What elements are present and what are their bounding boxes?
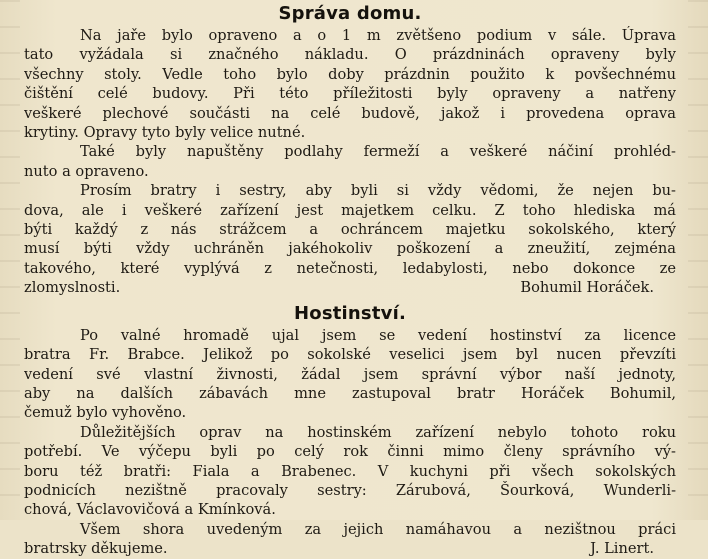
- text-line: býti každý z nás strážcem a ochráncem majetku sokolského, který: [24, 221, 676, 239]
- article-column: [24, 2, 676, 559]
- text-line: bratra Fr. Brabce. Jelikož po sokolské veselici jsem byl nucen převzíti: [24, 346, 676, 364]
- text-line: všechny stoly. Vedle toho bylo doby prázdnin použito k povšechnému: [24, 65, 676, 83]
- text-line: vedení své vlastní živnosti, žádal jsem správní výbor naší jednoty,: [24, 365, 676, 383]
- text-line: Všem shora uvedeným za jejich namáhavou a nezištnou práci: [80, 520, 676, 538]
- text-line: [24, 142, 676, 161]
- text-fragment: Také byly napuštěny podlahy fermeží a veškeré náčiní prohléd-: [80, 143, 676, 161]
- text-line: takového, které vyplývá z netečnosti, ledabylosti, nebo dokonce ze: [24, 259, 676, 277]
- right-margin-bleed: [688, 0, 708, 520]
- text-line: čištění celé budovy. Při této příležitosti byly opraveny a natřeny: [24, 85, 676, 103]
- text-fragment: zlomyslnosti.: [24, 279, 121, 297]
- text-line: veškeré plechové součásti na celé budově, jakož i provedena oprava: [24, 104, 676, 122]
- text-line: potřebí. Ve výčepu byli po celý rok činni mimo členy správního vý-: [24, 443, 676, 461]
- text-line: aby na dalších zábavách mne zastupoval bratr Horáček Bohumil,: [24, 384, 676, 402]
- text-line: dova, ale i veškeré zařízení jest majetkem celku. Z toho hlediska má: [24, 201, 676, 219]
- signature-bohumil-horacek: Bohumil Horáček.: [520, 279, 654, 297]
- text-line: krytiny. Opravy tyto byly velice nutné.: [24, 124, 306, 142]
- text-line: tato vyžádala si značného nákladu. O prázdninách opraveny byly: [24, 46, 676, 64]
- text-line: musí býti vždy uchráněn jakéhokoliv poškození a zneužití, zejména: [24, 240, 676, 258]
- text-fragment: bratrsky děkujeme.: [24, 540, 168, 558]
- signature-j-linert: J. Linert.: [590, 540, 654, 558]
- text-line: nuto a opraveno.: [24, 162, 149, 180]
- text-line-with-signature: [24, 539, 676, 558]
- text-line: Prosím bratry i sestry, aby byli si vždy vědomi, že nejen bu-: [80, 182, 676, 200]
- text-line: Důležitějších oprav na hostinském zařízení nebylo tohoto roku: [80, 423, 676, 441]
- text-line: Na jaře bylo opraveno a o 1 m zvětšeno podium v sále. Úprava: [80, 27, 676, 44]
- text-line: Po valné hromadě ujal jsem se vedení hostinství za licence: [80, 326, 676, 344]
- section-heading-sprava-domu: Správa domu.: [278, 3, 422, 24]
- text-line: chová, Václavovičová a Kmínková.: [24, 501, 276, 519]
- text-line: boru též bratři: Fiala a Brabenec. V kuchyni při všech sokolských: [24, 462, 676, 480]
- text-line-with-signature: [24, 278, 676, 297]
- left-margin-bleed: [0, 0, 20, 520]
- text-line: čemuž bylo vyhověno.: [24, 404, 187, 422]
- text-line: podnicích nezištně pracovaly sestry: Zárubová, Šourková, Wunderli-: [24, 481, 676, 499]
- section-heading-hostinstvi: Hostinství.: [294, 302, 406, 324]
